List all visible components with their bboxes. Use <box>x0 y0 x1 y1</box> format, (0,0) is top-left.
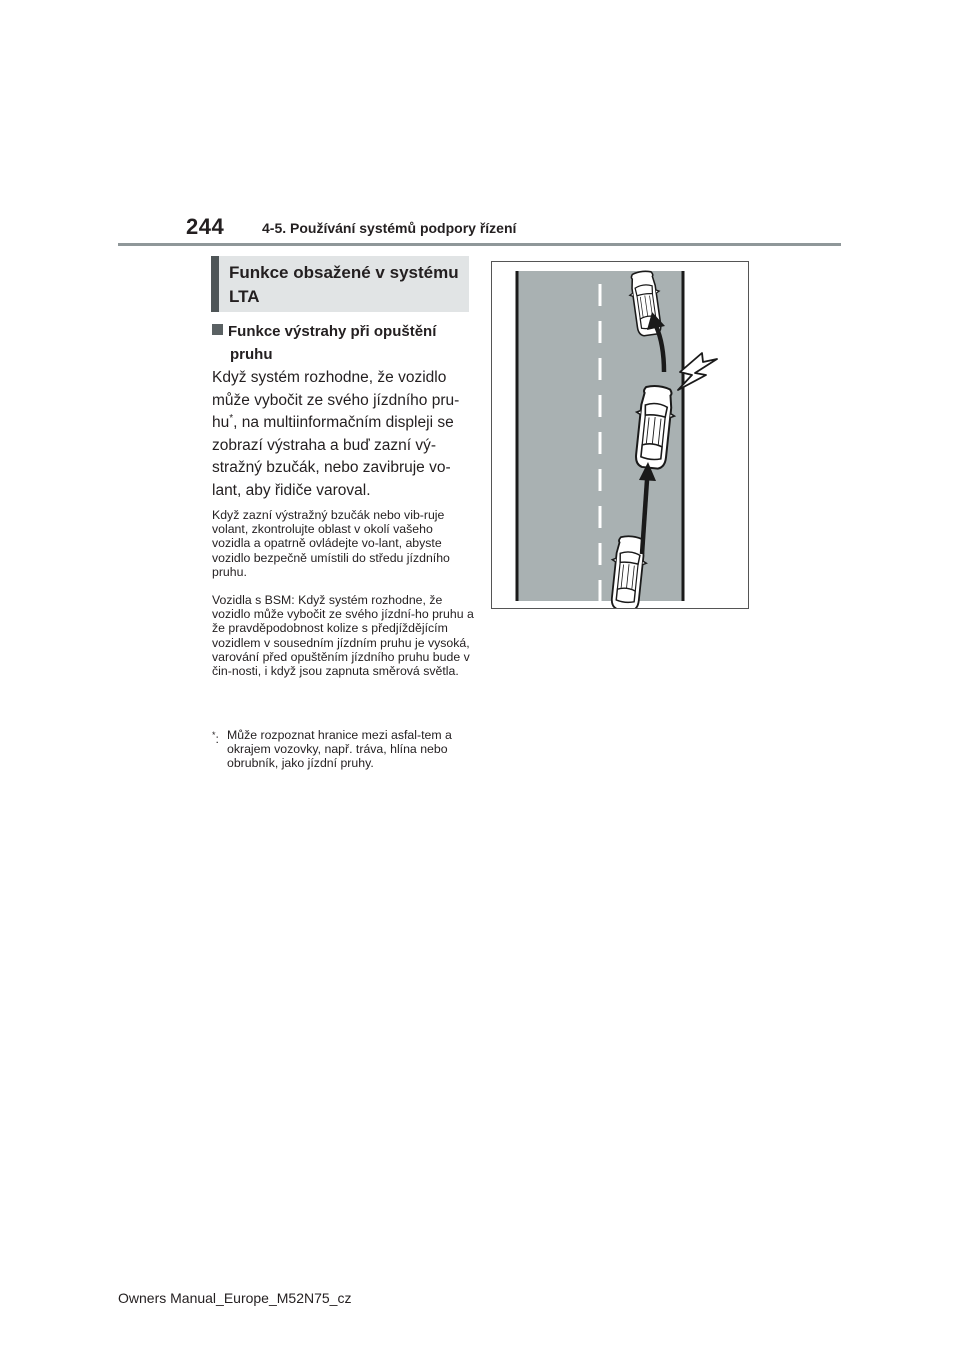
footnote <box>212 728 474 771</box>
lane-departure-illustration <box>491 261 749 609</box>
body-part1: Když systém rozhodne, že vozidlo může vybočit ze svého jízdního pru-hu <box>212 369 460 432</box>
subsection-heading-line1: Funkce výstrahy při opuštění <box>228 323 437 340</box>
header-divider <box>118 243 841 246</box>
footer-text: Owners Manual_Europe_M52N75_cz <box>118 1290 352 1306</box>
footnote-mark: *: <box>212 730 219 747</box>
footnote-reference: * <box>229 413 234 425</box>
chapter-title: 4-5. Používání systémů podpory řízení <box>262 220 517 236</box>
page-number: 244 <box>186 214 225 239</box>
road-diagram <box>492 262 748 608</box>
square-bullet-icon <box>212 324 223 335</box>
note-paragraph-1: Když zazní výstražný bzučák nebo vib-ruje volant, zkontrolujte oblast v okolí vašeho vozidla a opatrně ovládejte vo-lant, abyste vozidlo bezpečně umístili do středu jízdního pruhu. <box>212 508 450 579</box>
note-paragraph-2: Vozidla s BSM: Když systém rozhodne, že vozidlo může vybočit ze svého jízdní-ho pruhu a že pravděpodobnost kolize s předjíždějícím vozidlem v sousedním jízdním pruhu je vysoká, varování před opuštěním jízdního pruhu bude v čin-nosti, i když jsou zapnuta směrová světla. <box>212 593 474 679</box>
subsection-heading-line2: pruhu <box>230 346 273 363</box>
body-paragraph <box>212 367 477 503</box>
section-heading-box <box>211 256 469 312</box>
section-heading-accent <box>211 256 219 312</box>
section-heading: Funkce obsažené v systému LTA <box>229 263 459 306</box>
body-part2: , na multiinformačním displeji se zobrazí výstraha a buď zazní vý-stražný bzučák, nebo zavibruje vo-lant, aby řidiče varoval. <box>212 414 454 499</box>
footnote-text: Může rozpoznat hranice mezi asfal-tem a okrajem vozovky, např. tráva, hlína nebo obrubník, jako jízdní pruhy. <box>227 728 452 771</box>
subsection-heading <box>212 320 472 366</box>
